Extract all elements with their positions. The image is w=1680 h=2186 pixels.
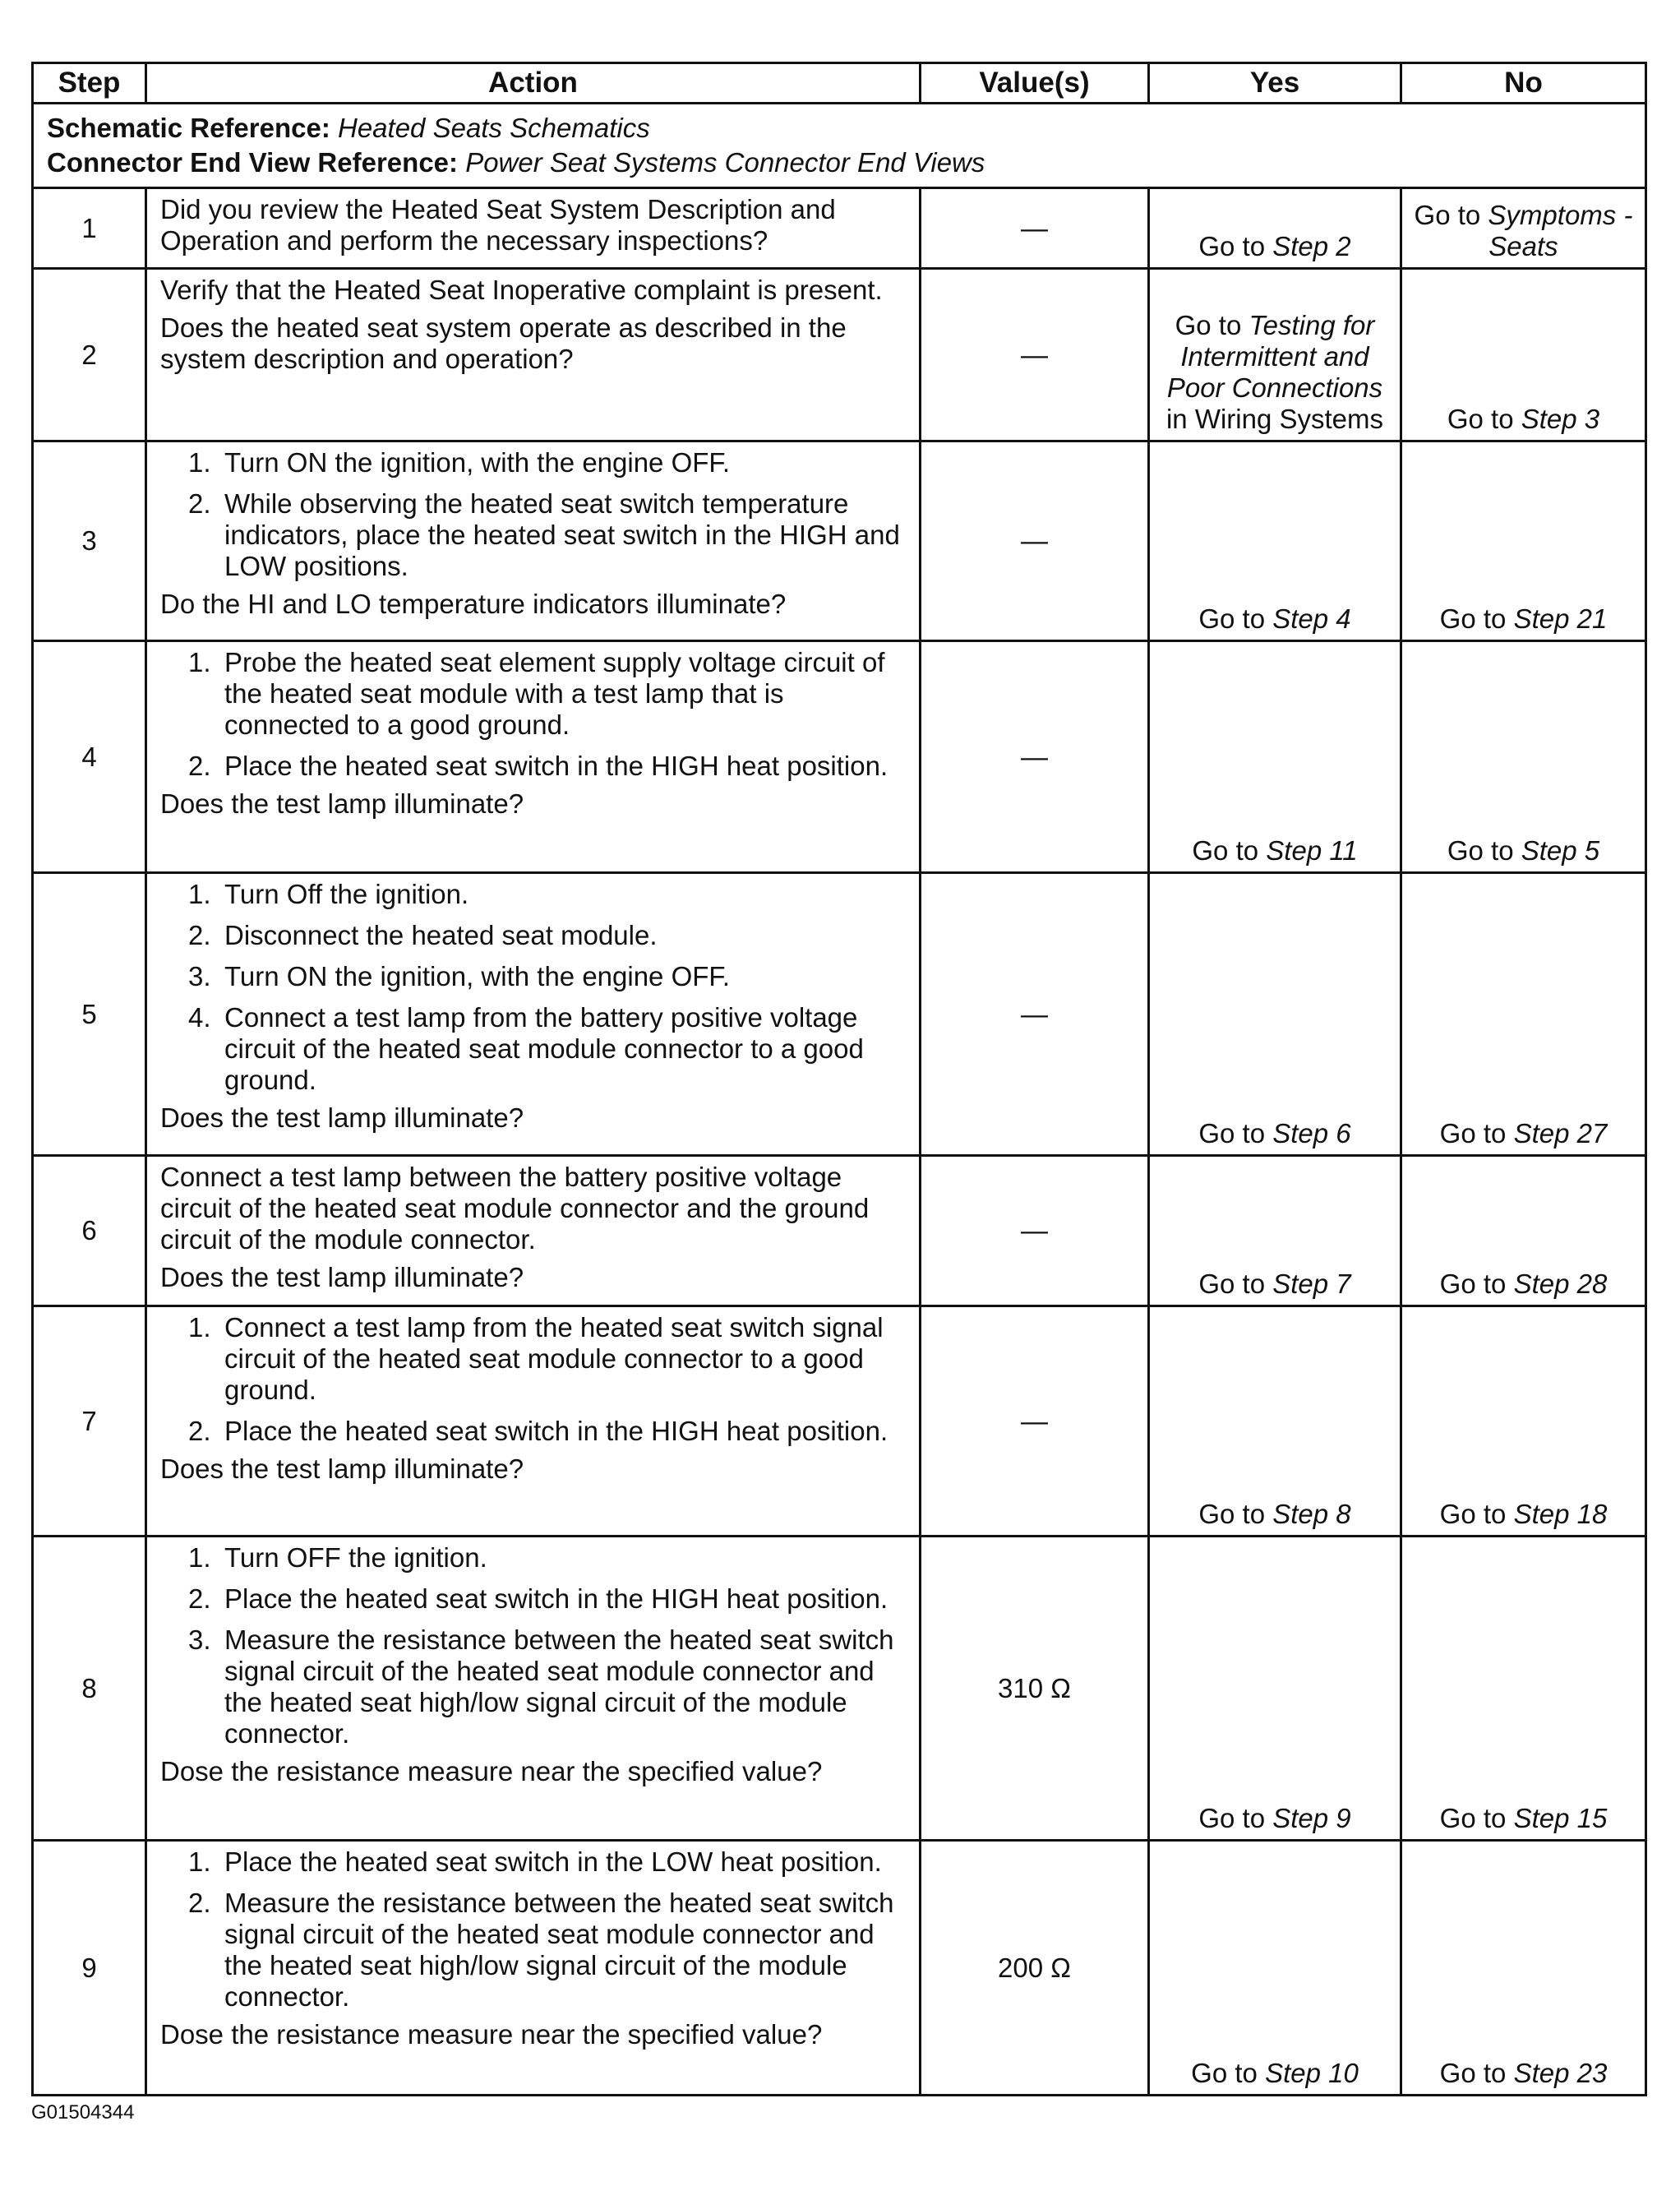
table-row — [33, 641, 1646, 873]
action-step-item — [160, 1416, 906, 1447]
action-cell — [146, 441, 921, 641]
no-prefix: Go to — [1447, 404, 1521, 434]
action-step-text: Probe the heated seat element supply voltage circuit of the heated seat module with a test lamp that is connected to a good ground. — [224, 647, 885, 740]
action-step-number: 1. — [188, 647, 211, 677]
no-cell — [1401, 1306, 1646, 1537]
step-number: 6 — [33, 1156, 146, 1306]
no-cell — [1401, 188, 1646, 269]
yes-cell — [1149, 269, 1401, 441]
step-number: 3 — [33, 441, 146, 641]
step-number: 8 — [33, 1537, 146, 1841]
action-step-text: Measure the resistance between the heated seat switch signal circuit of the heated seat module connector and the heated seat high/low signal circuit of the module connector. — [224, 1624, 894, 1749]
table-row — [33, 1156, 1646, 1306]
header-yes: Yes — [1149, 63, 1401, 104]
action-cell — [146, 1841, 921, 2096]
no-action — [1407, 1803, 1640, 1834]
connector-reference-value: Power Seat Systems Connector End Views — [465, 147, 985, 178]
yes-action — [1155, 1269, 1395, 1300]
action-question: Does the test lamp illuminate? — [160, 788, 524, 819]
action-step-item — [160, 751, 906, 782]
action-cell — [146, 269, 921, 441]
yes-target: Step 6 — [1272, 1118, 1351, 1148]
no-prefix: Go to — [1439, 1803, 1514, 1833]
no-cell — [1401, 641, 1646, 873]
reference-cell — [33, 104, 1646, 188]
figure-id: G01504344 — [31, 2101, 135, 2124]
value-cell: 200 Ω — [921, 1841, 1149, 2096]
yes-action — [1155, 231, 1395, 262]
action-step-item — [160, 1624, 906, 1749]
header-row — [33, 63, 1646, 104]
action-step-item — [160, 647, 906, 741]
no-prefix: Go to — [1414, 200, 1488, 230]
yes-cell — [1149, 188, 1401, 269]
action-steps-list — [160, 879, 906, 1096]
table-row — [33, 873, 1646, 1156]
action-cell — [146, 188, 921, 269]
action-step-number: 2. — [188, 1416, 211, 1446]
yes-cell — [1149, 1841, 1401, 2096]
action-cell — [146, 1156, 921, 1306]
no-cell — [1401, 269, 1646, 441]
action-paragraph: Does the test lamp illuminate? — [160, 1262, 524, 1292]
yes-action — [1155, 603, 1395, 635]
action-step-item — [160, 961, 906, 992]
yes-action — [1155, 1118, 1395, 1149]
action-cell — [146, 1537, 921, 1841]
yes-cell — [1149, 1537, 1401, 1841]
action-step-number: 1. — [188, 1542, 211, 1573]
yes-action — [1155, 1499, 1395, 1530]
value-cell: 310 Ω — [921, 1537, 1149, 1841]
action-step-text: Turn Off the ignition. — [224, 879, 469, 909]
header-action: Action — [146, 63, 921, 104]
action-step-text: Connect a test lamp from the heated seat switch signal circuit of the heated seat module connector to a good ground. — [224, 1312, 884, 1405]
yes-cell — [1149, 873, 1401, 1156]
yes-action — [1155, 2058, 1395, 2089]
yes-target: Step 11 — [1266, 835, 1358, 866]
action-step-number: 2. — [188, 751, 211, 781]
no-action — [1407, 603, 1640, 635]
action-steps-list — [160, 1312, 906, 1447]
action-cell — [146, 641, 921, 873]
schematic-reference-value: Heated Seats Schematics — [338, 113, 650, 143]
action-step-item — [160, 1846, 906, 1878]
action-question: Does the test lamp illuminate? — [160, 1102, 524, 1133]
action-steps-list — [160, 647, 906, 782]
no-prefix: Go to — [1439, 1118, 1514, 1148]
no-action — [1407, 1499, 1640, 1530]
action-steps-list — [160, 1542, 906, 1749]
yes-prefix: Go to — [1191, 2058, 1266, 2088]
action-step-item — [160, 1312, 906, 1406]
yes-cell — [1149, 1306, 1401, 1537]
action-step-text: Measure the resistance between the heated seat switch signal circuit of the heated seat module connector and the heated seat high/low signal circuit of the module connector. — [224, 1888, 894, 2012]
action-step-item — [160, 1583, 906, 1615]
yes-prefix: Go to — [1198, 1499, 1273, 1529]
action-step-number: 1. — [188, 1846, 211, 1877]
action-steps-list — [160, 447, 906, 582]
value-cell: — — [921, 1156, 1149, 1306]
no-cell — [1401, 441, 1646, 641]
yes-prefix: Go to — [1198, 1118, 1273, 1148]
schematic-reference-label: Schematic Reference: — [47, 113, 330, 143]
step-number: 1 — [33, 188, 146, 269]
action-question: Do the HI and LO temperature indicators illuminate? — [160, 589, 787, 619]
yes-action — [1155, 1803, 1395, 1834]
no-target: Step 18 — [1513, 1499, 1608, 1529]
action-question: Does the test lamp illuminate? — [160, 1453, 524, 1484]
action-question: Dose the resistance measure near the specified value? — [160, 1756, 823, 1786]
table-row — [33, 188, 1646, 269]
no-target: Step 5 — [1521, 835, 1600, 866]
step-number: 9 — [33, 1841, 146, 2096]
no-prefix: Go to — [1439, 1499, 1514, 1529]
no-action — [1407, 200, 1640, 262]
reference-row — [33, 104, 1646, 188]
action-step-text: Place the heated seat switch in the HIGH heat position. — [224, 1583, 888, 1614]
no-target: Step 23 — [1513, 2058, 1608, 2088]
no-cell — [1401, 1841, 1646, 2096]
value-cell: — — [921, 873, 1149, 1156]
no-prefix: Go to — [1439, 2058, 1514, 2088]
action-steps-list — [160, 1846, 906, 2013]
action-paragraph: Did you review the Heated Seat System Description and Operation and perform the necessary inspections? — [160, 194, 836, 256]
yes-target: Step 9 — [1272, 1803, 1351, 1833]
no-cell — [1401, 1156, 1646, 1306]
action-step-text: Turn ON the ignition, with the engine OFF. — [224, 961, 731, 991]
step-number: 7 — [33, 1306, 146, 1537]
action-step-number: 4. — [188, 1002, 211, 1033]
header-values: Value(s) — [921, 63, 1149, 104]
action-step-number: 3. — [188, 961, 211, 991]
no-target: Symptoms - Seats — [1488, 200, 1633, 261]
table-row — [33, 269, 1646, 441]
table-row — [33, 441, 1646, 641]
header-step: Step — [33, 63, 146, 104]
action-step-item — [160, 920, 906, 951]
no-target: Step 3 — [1521, 404, 1600, 434]
table-row — [33, 1537, 1646, 1841]
action-step-text: Turn OFF the ignition. — [224, 1542, 487, 1573]
yes-prefix: Go to — [1198, 231, 1273, 261]
yes-prefix: Go to — [1198, 603, 1273, 634]
action-step-item — [160, 447, 906, 478]
yes-prefix: Go to — [1175, 310, 1249, 340]
action-cell — [146, 1306, 921, 1537]
action-step-item — [160, 1002, 906, 1096]
yes-action — [1155, 835, 1395, 867]
action-step-item — [160, 1542, 906, 1574]
yes-action — [1155, 310, 1395, 435]
action-step-number: 2. — [188, 1583, 211, 1614]
action-step-number: 1. — [188, 447, 211, 478]
step-number: 5 — [33, 873, 146, 1156]
yes-prefix: Go to — [1192, 835, 1267, 866]
yes-target: Step 7 — [1272, 1269, 1351, 1299]
no-prefix: Go to — [1439, 1269, 1514, 1299]
yes-prefix: Go to — [1198, 1269, 1273, 1299]
connector-end-view-reference — [47, 147, 1632, 178]
action-step-text: Place the heated seat switch in the HIGH heat position. — [224, 751, 888, 781]
no-cell — [1401, 1537, 1646, 1841]
action-step-item — [160, 1888, 906, 2013]
yes-target: Step 2 — [1272, 231, 1351, 261]
value-cell: — — [921, 269, 1149, 441]
action-step-number: 2. — [188, 1888, 211, 1918]
no-prefix: Go to — [1439, 603, 1514, 634]
connector-reference-label: Connector End View Reference: — [47, 147, 459, 178]
yes-target: Step 8 — [1272, 1499, 1351, 1529]
action-step-text: Disconnect the heated seat module. — [224, 920, 658, 950]
no-target: Step 21 — [1513, 603, 1608, 634]
value-cell: — — [921, 641, 1149, 873]
yes-target: Step 4 — [1272, 603, 1351, 634]
yes-cell — [1149, 441, 1401, 641]
yes-cell — [1149, 641, 1401, 873]
yes-prefix: Go to — [1198, 1803, 1273, 1833]
no-action — [1407, 1118, 1640, 1149]
action-paragraph: Does the heated seat system operate as described in the system description and operation? — [160, 312, 847, 374]
action-step-text: Turn ON the ignition, with the engine OFF. — [224, 447, 731, 478]
yes-target: Step 10 — [1265, 2058, 1359, 2088]
table-row — [33, 1841, 1646, 2096]
action-step-number: 3. — [188, 1624, 211, 1655]
action-step-text: Place the heated seat switch in the HIGH heat position. — [224, 1416, 888, 1446]
no-action — [1407, 835, 1640, 867]
diagnostic-table — [31, 62, 1647, 2096]
no-action — [1407, 404, 1640, 435]
yes-target: Testing for Intermittent and Poor Connections — [1166, 310, 1383, 403]
action-cell — [146, 873, 921, 1156]
action-paragraph: Verify that the Heated Seat Inoperative complaint is present. — [160, 275, 883, 305]
no-target: Step 15 — [1513, 1803, 1608, 1833]
action-step-text: While observing the heated seat switch temperature indicators, place the heated seat switch in the HIGH and LOW positions. — [224, 488, 900, 581]
action-step-number: 1. — [188, 879, 211, 909]
action-question: Dose the resistance measure near the specified value? — [160, 2019, 823, 2050]
step-number: 2 — [33, 269, 146, 441]
action-step-number: 1. — [188, 1312, 211, 1343]
yes-cell — [1149, 1156, 1401, 1306]
action-step-number: 2. — [188, 488, 211, 519]
value-cell: — — [921, 188, 1149, 269]
value-cell: — — [921, 441, 1149, 641]
no-target: Step 27 — [1513, 1118, 1608, 1148]
action-step-text: Connect a test lamp from the battery positive voltage circuit of the heated seat module connector to a good ground. — [224, 1002, 864, 1095]
header-no: No — [1401, 63, 1646, 104]
action-step-number: 2. — [188, 920, 211, 950]
no-action — [1407, 1269, 1640, 1300]
schematic-reference — [47, 113, 1632, 144]
action-step-item — [160, 488, 906, 582]
no-prefix: Go to — [1447, 835, 1521, 866]
no-target: Step 28 — [1513, 1269, 1608, 1299]
action-step-item — [160, 879, 906, 910]
action-step-text: Place the heated seat switch in the LOW heat position. — [224, 1846, 882, 1877]
no-action — [1407, 2058, 1640, 2089]
yes-suffix: in Wiring Systems — [1165, 404, 1384, 434]
action-paragraph: Connect a test lamp between the battery positive voltage circuit of the heated seat module connector and the ground circuit of the module connector. — [160, 1162, 870, 1255]
value-cell: — — [921, 1306, 1149, 1537]
step-number: 4 — [33, 641, 146, 873]
table-row — [33, 1306, 1646, 1537]
no-cell — [1401, 873, 1646, 1156]
